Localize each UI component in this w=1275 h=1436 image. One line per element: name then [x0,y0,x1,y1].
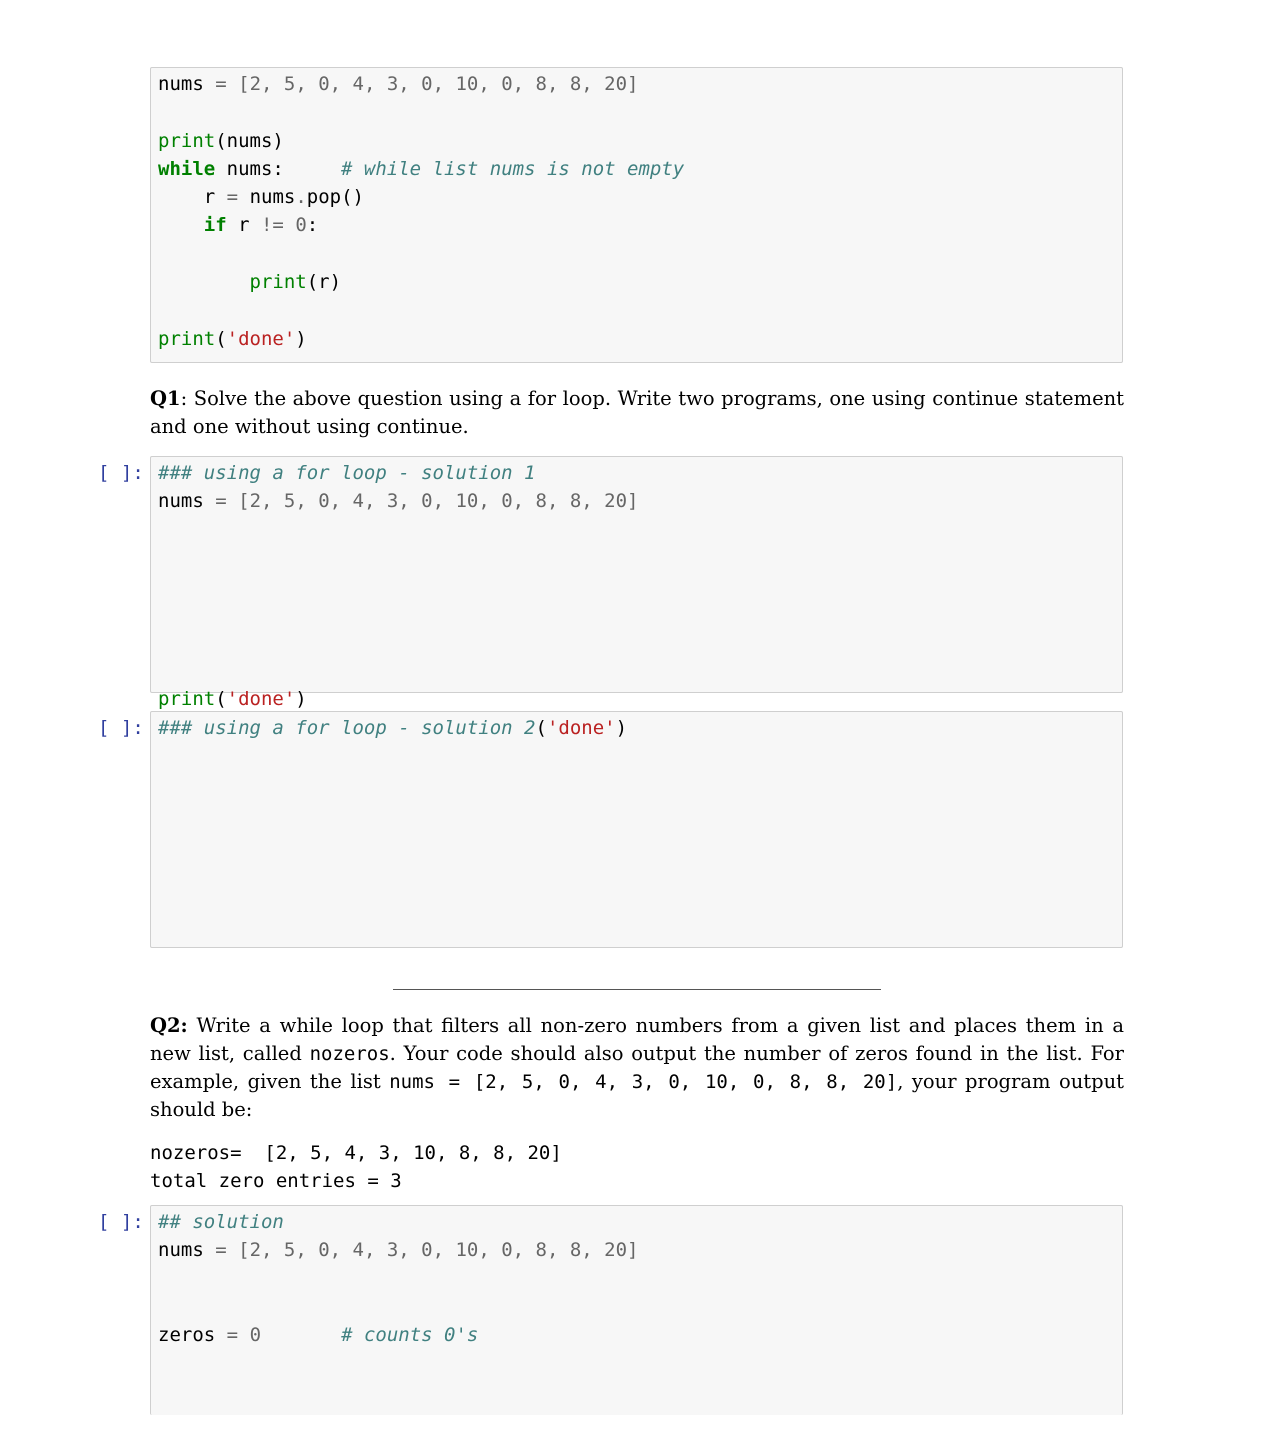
code-text: ( [215,327,227,350]
code-string: 'done' [226,688,296,711]
cell-prompt: [ ]: [98,462,144,484]
output-line: total zero entries = 3 [150,1170,402,1192]
code-operator: != [260,214,284,237]
markdown-q1 [150,385,1124,441]
output-line: nozeros= [2, 5, 4, 3, 10, 8, 8, 20] [150,1142,562,1164]
markdown-q2 [150,1012,1124,1124]
code-var: nums [158,1239,204,1262]
code-operator: = [226,186,239,209]
code-editor[interactable] [151,457,1122,716]
code-builtin: print [158,327,216,350]
code-list-literal: [2, 5, 0, 4, 3, 0, 10, 0, 8, 8, 20] [238,1239,639,1262]
code-builtin: print [249,271,307,294]
code-comment: ### using a for loop - solution 1 [158,462,536,484]
code-number: 0 [295,214,307,237]
code-string: 'done' [546,717,616,739]
code-keyword: while [158,157,216,180]
code-comment: # while list nums is not empty [341,157,685,180]
horizontal-rule [393,989,881,990]
code-text: ) [295,688,307,711]
code-var: nums [158,490,204,513]
inline-code: nums = [2, 5, 0, 4, 3, 0, 10, 0, 8, 8, 20] [389,1071,898,1093]
q2-text: . Your code should also output the number of zeros found in the list. For example, given the list [150,1042,1124,1093]
code-operator: = [215,490,227,513]
q2-text: , your program output should be: [150,1070,1124,1121]
code-operator: . [295,186,307,209]
cell-prompt: [ ]: [98,717,144,739]
code-operator: = [215,1239,227,1262]
code-string: 'done' [226,327,296,350]
code-cell-solution-2[interactable] [150,711,1123,948]
q1-text: : Solve the above question using a for loop. Write two programs, one using continue statement and one without using continue. [150,387,1124,438]
code-operator: = [215,73,227,95]
code-args: (nums) [215,129,284,152]
code-list-literal: [2, 5, 0, 4, 3, 0, 10, 0, 8, 8, 20] [238,490,639,513]
q1-label: Q1 [150,387,181,410]
code-comment: ### using a for loop - solution 2 [158,717,536,739]
code-cell-while-loop[interactable] [150,67,1123,363]
code-args: (r) [306,271,342,294]
code-text: r [226,214,261,237]
code-cell-solution-1[interactable] [150,456,1123,711]
q2-label: Q2: [150,1014,188,1037]
code-keyword: if [203,214,227,237]
expected-output [150,1139,562,1195]
code-editor[interactable] [151,1206,1122,1351]
code-editor[interactable] [151,68,1122,355]
code-var: r [203,186,216,209]
code-var: zeros [158,1324,216,1347]
inline-code: nozeros [309,1043,390,1065]
code-var: nums [249,186,296,209]
code-text: ( [215,688,227,711]
code-text: ) [615,717,628,739]
code-text: ( [535,717,547,739]
code-cell-q2-solution[interactable] [150,1205,1123,1415]
code-list-literal: [2, 5, 0, 4, 3, 0, 10, 0, 8, 8, 20] [238,73,639,95]
code-editor[interactable] [151,712,1122,744]
code-text: ) [295,327,307,350]
code-text: nums: [215,157,284,180]
code-builtin: print [158,129,216,152]
code-builtin: print [158,688,216,711]
code-number: 0 [249,1324,262,1347]
code-var: nums [158,73,204,95]
code-comment: ## solution [158,1211,284,1233]
code-text: : [306,214,319,237]
q2-text: Write a while loop that filters all non-zero numbers from a given list and places them in a new list, called [150,1014,1124,1065]
code-call: pop() [306,186,364,209]
code-comment: # counts 0's [341,1324,479,1347]
cell-prompt: [ ]: [98,1211,144,1233]
code-operator: = [226,1324,239,1347]
